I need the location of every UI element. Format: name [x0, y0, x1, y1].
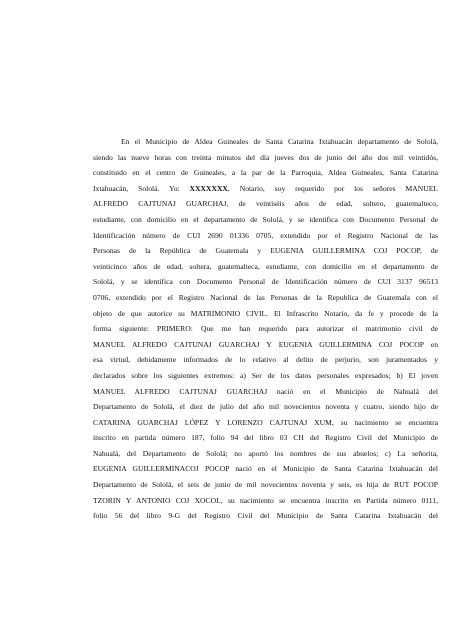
text-line: siendo las nueve horas con treinta minutos del día jueves dos de junio del año dos mil veintidós,: [93, 152, 438, 162]
text-line: estudiante, con domicilio en el departamento de Sololá, y se identifica con Documento Personal de: [93, 214, 438, 224]
text-line: TZORIN Y ANTONIO COJ XOCOL, su nacimiento se encuentra inscrito en Partida número 0111,: [93, 495, 438, 505]
text-line: esa virtud, debidamente informados de lo relativo al delito de perjurio, son juramentados y: [93, 355, 438, 365]
text-line: Nahualá, del Departamento de Sololá; no aportó los nombres de sus abuelos; c) La señorita,: [93, 448, 438, 458]
text-line: Identificación número de CUI 2690 01336 0705, extendido por el Registro Nacional de las: [93, 230, 438, 240]
text-line: veinticinco años de edad, soltera, guatemalteca, estudiante, con domicilio en el departamento de: [93, 261, 438, 271]
text-line: EUGENIA GUILLERMINACOJ POCOP nació en el Municipio de Santa Catarina Ixtahuacán del: [93, 464, 438, 474]
text-line: CATARINA GUARCHAJ LÓPEZ Y LORENZO CAJTUNAJ XUM, su nacimiento se encuentra: [93, 417, 438, 427]
text-line: inscrito en partida número 187, folio 94 del libro 03 CH del Registro Civil del Municipio de: [93, 433, 438, 443]
text-line: Personas de la República de Guatemala y EUGENIA GUILLERMINA COJ POCOP, de: [93, 246, 438, 256]
text-line: ALFREDO CAJTUNAJ GUARCHAJ, de veintiséis años de edad, soltero, guatemalteco,: [93, 199, 438, 209]
text-line: constituido en el centro de Guineales, a la par de la Parroquia, Aldea Guineales, Santa Catarina: [93, 168, 438, 178]
text-line: 0706, extendido por el Registro Nacional de las Personas de la Republica de Guatemala con el: [93, 292, 438, 302]
text-line: declarados sobre los siguientes extremos: a) Ser de los datos personales expresados; b) El joven: [93, 370, 438, 380]
text-line: En el Municipio de Aldea Guineales de Santa Catarina Ixtahuacán departamento de Sololá,: [121, 137, 438, 146]
text-line: Departamento de Sololá, el diez de julio del año mil novecientos noventa y cuatro, siendo hijo de: [93, 402, 438, 412]
text-line: folio 56 del libro 9-G del Registro Civil del Municipio de Santa Catarina Ixtahuacán del: [93, 511, 438, 521]
text-line: MANUEL ALFREDO CAJTUNAJ GUARCHAJ Y EUGENIA GUILLERMINA COJ POCOP en: [93, 339, 438, 349]
text-line: Departamento de Sololá, el seis de junio de mil novecientos noventa y seis, es hija de RUT POCOP: [93, 480, 438, 490]
text-line: Ixtahuacán, Sololá. Yo: XXXXXXX, Notario, soy requerido por los señores MANUEL: [93, 183, 438, 193]
text-line: Sololá, y se identifica con Documento Personal de Identificación número de CUI 3137 96513: [93, 277, 438, 287]
text-line: objeto de que autorice su MATRIMONIO CIVIL. El Infrascrito Notario, da fe y procede de la: [93, 308, 438, 318]
document-body: [93, 134, 438, 524]
text-line: forma siguiente: PRIMERO: Que me han requerido para autorizar el matrimonio civil de: [93, 324, 438, 334]
text-line: MANUEL ALFREDO CAJTUNAJ GUARCHAJ nació en el Municipio de Nahualá del: [93, 386, 438, 396]
